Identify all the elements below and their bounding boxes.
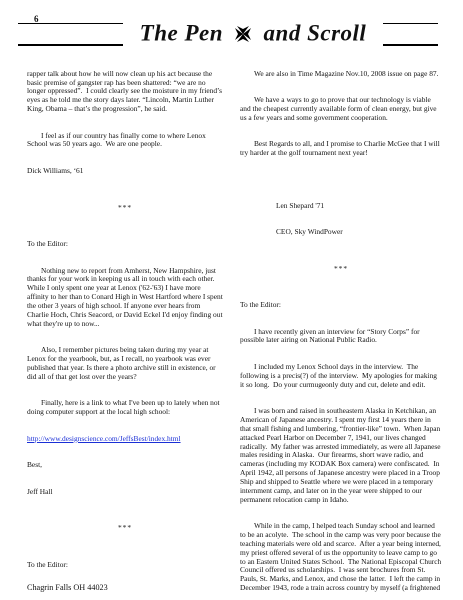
paragraph: rapper talk about how he will now clean up his act because the basic premise of gangster rap has been shattered: “we are no longer oppressed”. I could clearly see the moisture in my friend’s eyes as he told me the story days later. “Lincoln, Martin Luther King, Obama – that’s the progression”, he said. (27, 68, 222, 114)
title-left: The Pen (139, 20, 224, 46)
paragraph: Nothing new to report from Amherst, New Hampshire, just thanks for your work in keeping us all in touch with each other. While I only spent one year at Lenox ('62-'63) I have more affinity to her than to Conard High in West Hartford where I spent the other 3 years of high school. If anyone ever hears from Charlie Hoch, Chris Seacord, or David Eckel I'd enjoy finding out what they're up to now... (27, 265, 223, 328)
page-number: 6 (34, 14, 39, 24)
paragraph: Also, I remember pictures being taken during my year at Lenox for the yearbook, but, as I recall, no yearbook was ever published that year. Is there a photo archive still in existence, or did all of that get lost over the years? (27, 345, 218, 381)
paragraph: Best Regards to all, and I promise to Charlie McGee that I will try harder at the golf tournament next year! (240, 139, 442, 158)
letter-salutation: To the Editor: (27, 559, 68, 569)
section-divider: *** (117, 523, 133, 533)
paragraph: I feel as if our country has finally come to where Lenox School was 50 years ago. We are one people. (27, 130, 208, 149)
letter-salutation: To the Editor: (240, 300, 281, 310)
newsletter-title (123, 18, 383, 48)
signature: Jeff Hall (27, 486, 53, 496)
paragraph: Finally, here is a link to what I've been up to lately when not doing computer support at the local high school: (27, 398, 222, 417)
maltese-cross-icon (233, 24, 253, 44)
paragraph: We are also in Time Magazine Nov.10, 2008 issue on page 87. (254, 68, 439, 78)
paragraph: We have a ways to go to prove that our technology is viable and the cheapest currently available form of clean energy, but give us a few years and some government cooperation. (240, 95, 439, 122)
right-column (240, 52, 442, 592)
masthead (18, 12, 438, 48)
paragraph: I was born and raised in southeastern Alaska in Ketchikan, an American of Japanese ancestry. I spent my first 14 years there in that small fishing and lumbering, “frontier-like” town. When Japan attacked Pearl Harbor on December 7, 1941, our lives changed radically. My father was arrested immediately, as were all Japanese males residing in Alaska. Our firearms, short wave radio, and cameras (including my KODAK Box camera) were confiscated. In April 1942, all persons of Japanese ancestry were placed in a Troop Ship and shipped to Seattle where we were placed in a temporary internment camp, and later on in the year were shipped to our permanent relocation camp in Idaho. (240, 406, 441, 504)
paragraph: While in the camp, I helped teach Sunday school and learned to be an acolyte. The school in the camp was very poor because the teaching materials were old and scarce. After a year being interned, my priest offered several of us the opportunity to leave camp to go to an Eastern United States School. The National Episcopal Church Council offered us scholarships. I was sent brochures from St. Pauls, St. Marks, and Lenox, and chose the latter. I left the camp in December 1943, rode a train across country by myself (a frightened (240, 521, 442, 592)
paragraph: I included my Lenox School days in the interview. The following is a precis(?) of the interview. My apologies for making it so long. Do your curmugeonly duty and cut, delete and edit. (240, 362, 439, 389)
signature: Len Shepard '71 (276, 200, 325, 210)
designscience-link[interactable]: http://www.designscience.com/JeffsBest/index.html (27, 433, 181, 443)
section-divider: *** (117, 202, 133, 212)
paragraph: I have recently given an interview for “Story Corps” for possible later airing on National Public Radio. (240, 326, 422, 345)
signature: Dick Williams, ‘61 (27, 165, 84, 175)
title-right: and Scroll (263, 20, 367, 46)
signature-title: CEO, Sky WindPower (276, 227, 343, 237)
section-divider: *** (333, 263, 349, 273)
left-column (27, 52, 223, 580)
closing: Best, (27, 460, 42, 470)
letter-salutation: To the Editor: (27, 239, 68, 249)
spacer (240, 176, 442, 184)
footer-location: Chagrin Falls OH 44023 (27, 583, 108, 592)
